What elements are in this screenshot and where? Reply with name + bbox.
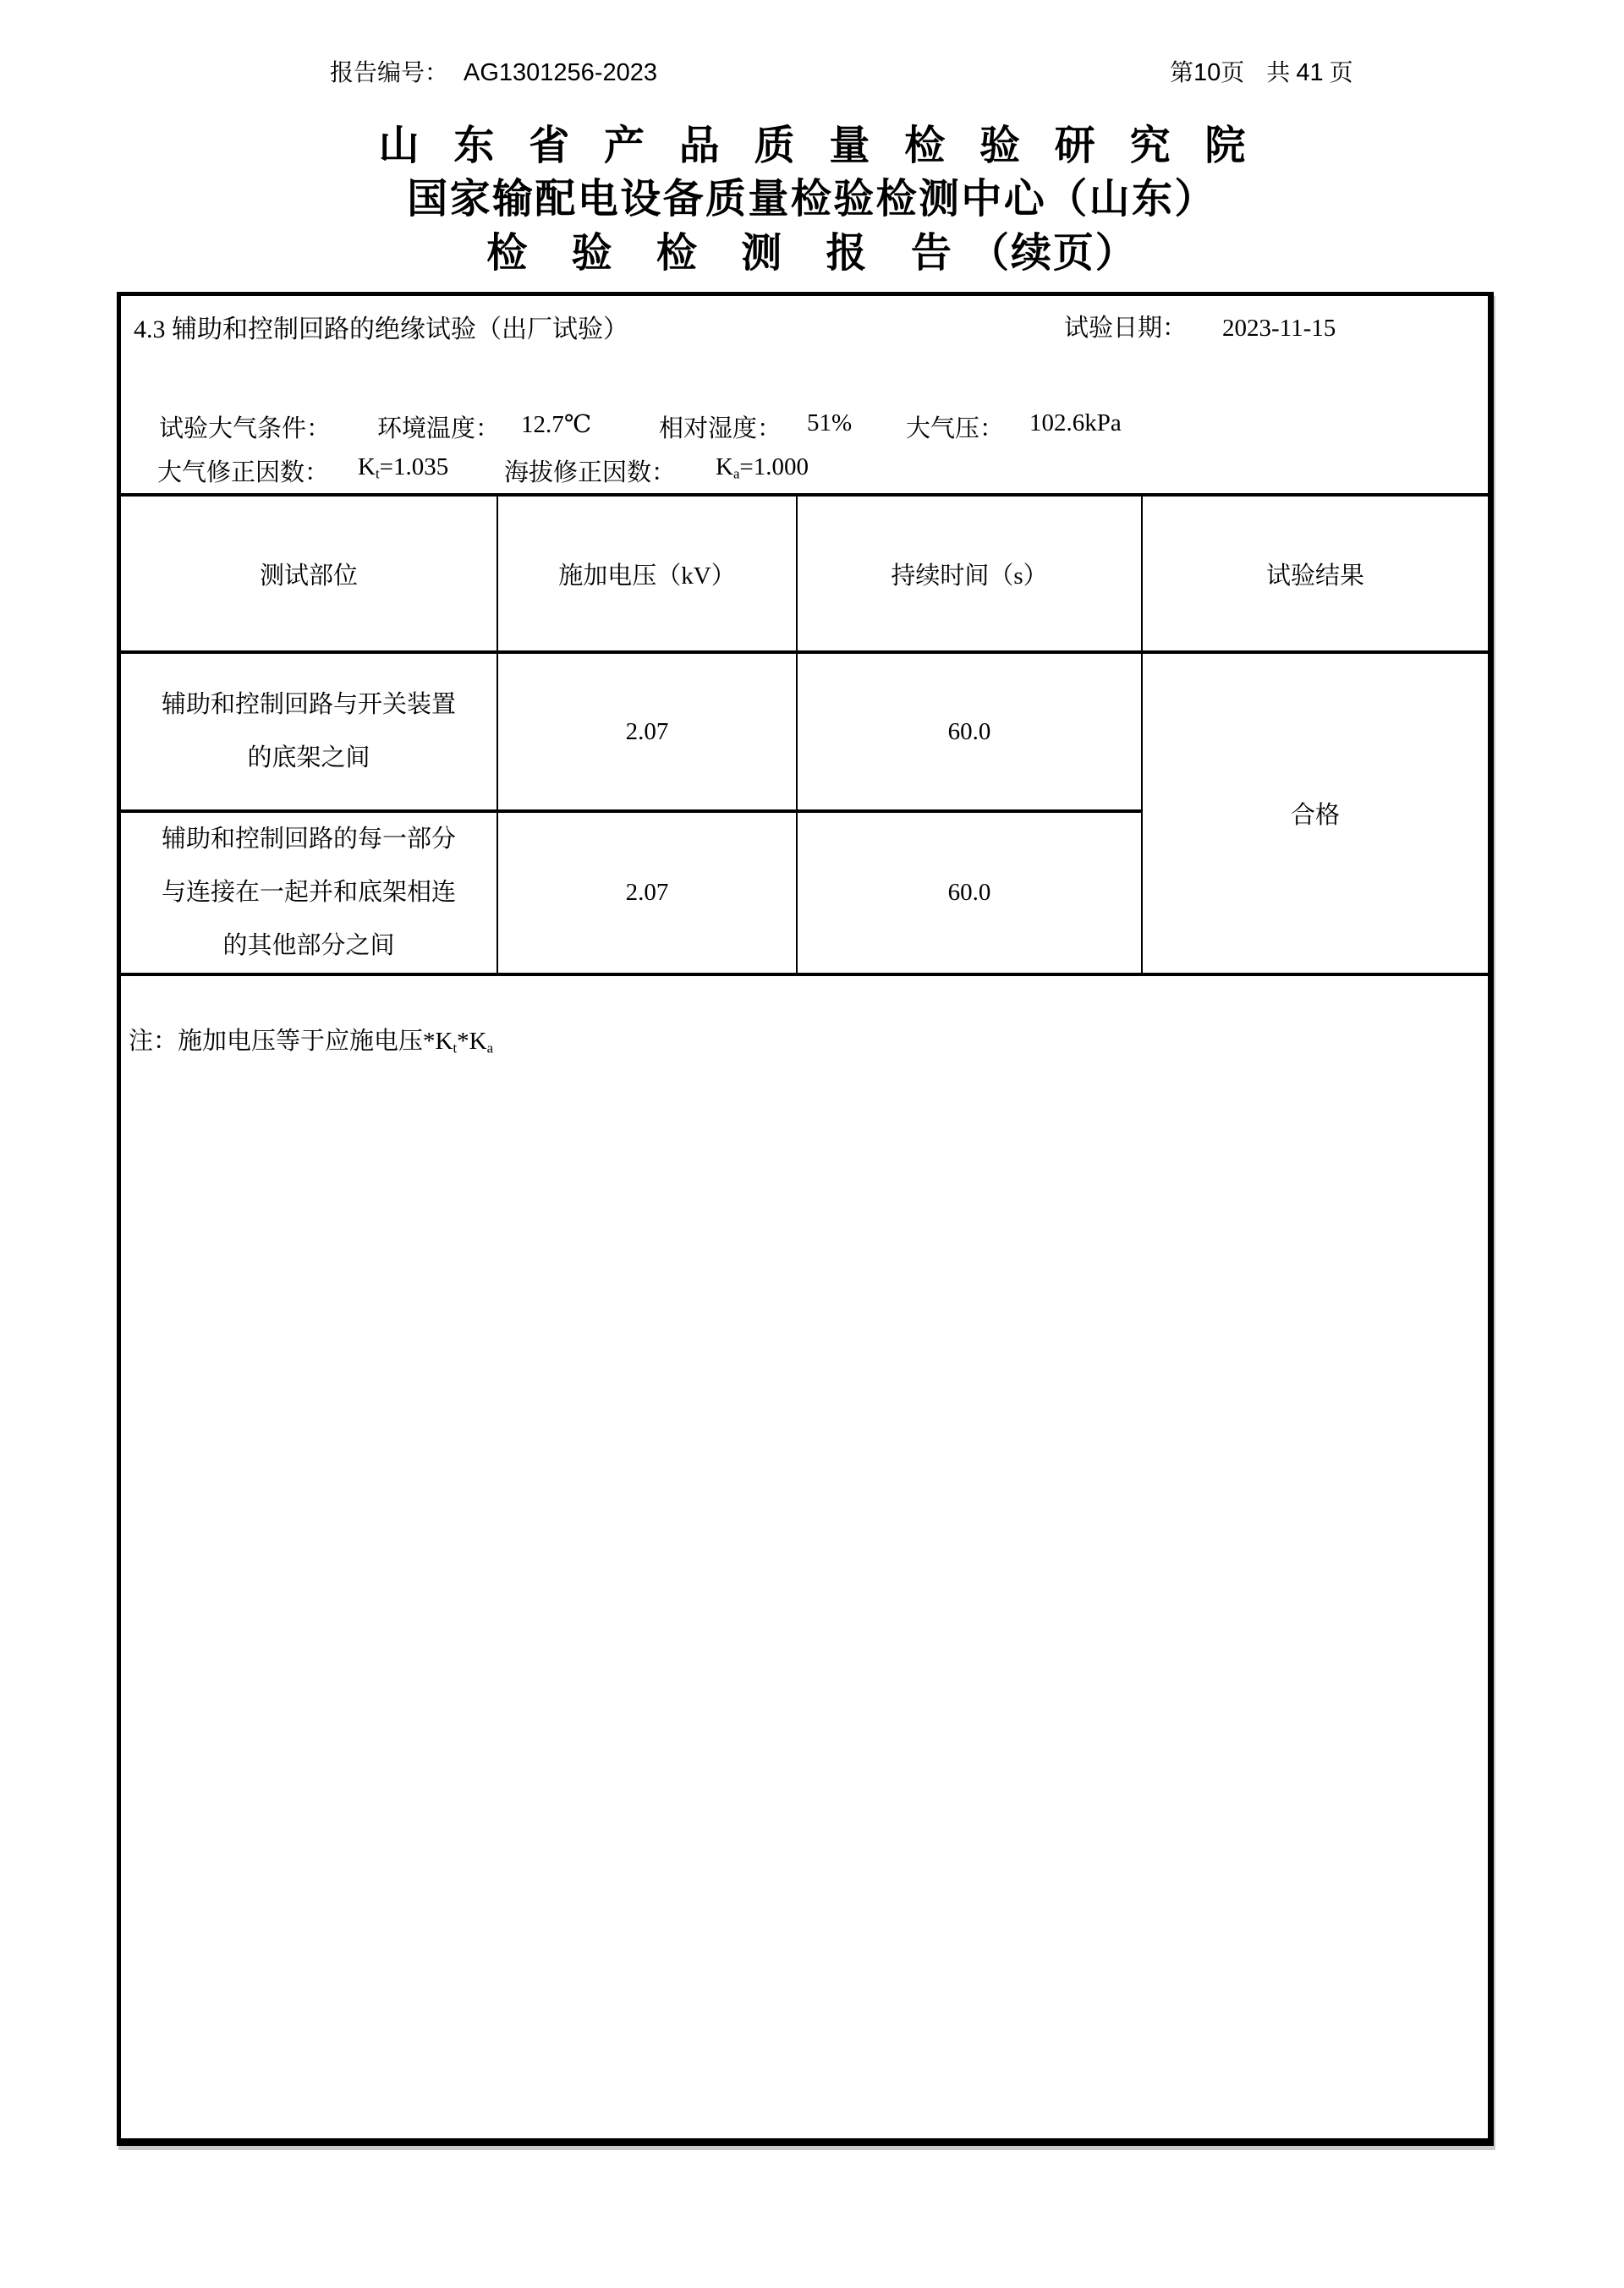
conditions-label: 试验大气条件： (159, 415, 332, 442)
report-title (0, 220, 1624, 278)
page-current: 10 (1193, 59, 1221, 86)
col-header-duration: 持续时间（s） (797, 495, 1142, 652)
temperature-label: 环境温度： (377, 415, 501, 442)
kt-factor-label: 大气修正因数： (157, 459, 330, 486)
page-number-block (1170, 54, 1353, 88)
section-row (134, 308, 1479, 342)
results-table (121, 493, 1488, 976)
voltage-cell-1: 2.07 (497, 652, 797, 811)
footnote: 注：施加电压等于应施电压*Kt*Ka (129, 1028, 494, 1056)
center-title: 国家输配电设备质量检验检测中心（山东） (407, 177, 1217, 222)
page-label-mid: 页 (1221, 60, 1245, 86)
voltage-cell-2: 2.07 (497, 811, 797, 974)
content-box (117, 292, 1494, 2146)
humidity-label: 相对湿度： (659, 415, 782, 442)
ka-factor-value: Ka=1.000 (716, 453, 809, 482)
report-number-block (330, 54, 657, 88)
page-header (0, 54, 1624, 88)
section-title: 4.3 辅助和控制回路的绝缘试验（出厂试验） (134, 315, 628, 343)
report-title-suffix: （续页） (968, 231, 1138, 276)
col-header-applied-voltage: 施加电压（kV） (497, 495, 797, 652)
duration-cell-1: 60.0 (797, 652, 1142, 811)
humidity-value: 51% (807, 409, 853, 436)
atmospheric-conditions-line (121, 409, 1488, 445)
ka-factor-label: 海拔修正因数： (504, 459, 677, 486)
test-part-cell-2: 辅助和控制回路的每一部分 与连接在一起并和底架相连 的其他部分之间 (121, 811, 497, 974)
pressure-label: 大气压： (906, 415, 1005, 442)
report-number-label: 报告编号： (330, 60, 449, 86)
page-label-end: 页 (1329, 60, 1353, 86)
report-title-main: 检 验 检 测 报 告 (486, 231, 969, 276)
table-header-row (121, 495, 1488, 652)
test-date-value: 2023-11-15 (1222, 315, 1336, 342)
test-date-block (1064, 309, 1336, 343)
institution-title: 山东省产品质量检验研究院 (378, 123, 1281, 168)
page-total-label: 共 (1266, 60, 1291, 86)
table-row (121, 652, 1488, 811)
test-part-cell-1: 辅助和控制回路与开关装置 的底架之间 (121, 652, 497, 811)
duration-cell-2: 60.0 (797, 811, 1142, 974)
col-header-result: 试验结果 (1142, 495, 1488, 652)
result-cell: 合格 (1142, 652, 1488, 974)
report-number-value: AG1301256-2023 (464, 59, 657, 86)
col-header-test-part: 测试部位 (121, 495, 497, 652)
page-total: 41 (1296, 59, 1324, 86)
temperature-value: 12.7℃ (521, 411, 592, 438)
correction-factors-line (121, 453, 1488, 489)
page-label-front: 第 (1170, 60, 1194, 86)
test-date-label: 试验日期： (1064, 315, 1188, 342)
kt-factor-value: Kt=1.035 (358, 453, 449, 482)
pressure-value: 102.6kPa (1029, 409, 1122, 436)
